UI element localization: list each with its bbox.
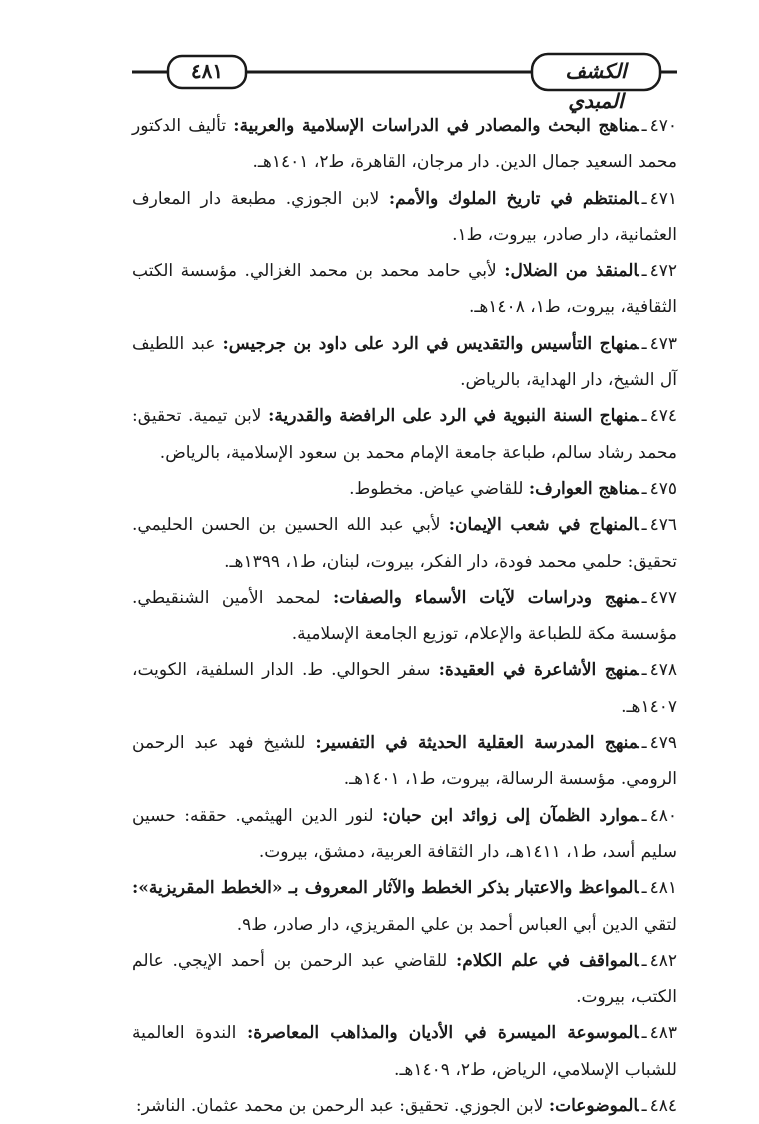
- entry-details: لأبي عبد الله الحسين بن الحسن الحليمي. تحقيق: حلمي محمد فودة، دار الفكر، بيروت، لبنان، ط١، ١٣٩٩هـ.: [132, 515, 677, 572]
- entry-details: لنور الدين الهيثمي. حققه: حسين سليم أسد، ط١، ١٤١١هـ، دار الثقافة العربية، دمشق، بيروت.: [132, 805, 677, 862]
- entry-title: موارد الظمآن إلى زوائد ابن حبان:: [382, 805, 639, 826]
- entry-details: لتقي الدين أبي العباس أحمد بن علي المقريزي، دار صادر، ط٩.: [236, 914, 677, 935]
- entry-title: الموسوعة الميسرة في الأديان والمذاهب المعاصرة:: [246, 1023, 639, 1044]
- entry-details: لمحمد الأمين الشنقيطي. مؤسسة مكة للطباعة والإعلام، توزيع الجامعة الإسلامية.: [132, 587, 677, 645]
- entry-number: ٤٧١: [649, 188, 677, 209]
- bibliography-entry: ٤٧٢ـالمنقذ من الضلال: لأبي حامد محمد بن محمد الغزالي. مؤسسة الكتب الثقافية، بيروت، ط١، ١٤٠٨هـ.: [132, 261, 677, 318]
- bibliography-entry: ٤٨٢ـالمواقف في علم الكلام: للقاضي عبد الرحمن بن أحمد الإيجي. عالم الكتب، بيروت.: [132, 950, 678, 1008]
- entry-details: للقاضي عياض. مخطوط.: [349, 478, 524, 499]
- page-number: ٤٨١: [190, 59, 224, 83]
- bibliography-entry: ٤٨٣ـالموسوعة الميسرة في الأديان والمذاهب المعاصرة: الندوة العالمية للشباب الإسلامي، الرياض، ط٢، ١٤٠٩هـ.: [132, 1023, 677, 1080]
- entry-title: منهاج التأسيس والتقديس في الرد على داود بن جرجيس:: [222, 333, 639, 354]
- entry-title: المواعظ والاعتبار بذكر الخطط والآثار المعروف بـ «الخطط المقريزية»:: [132, 878, 639, 899]
- bibliography-list: [132, 108, 677, 1124]
- entry-title: منهج الأشاعرة في العقيدة:: [438, 660, 639, 681]
- entry-number: ٤٨٣: [649, 1023, 677, 1044]
- bibliography-entry: ٤٧٨ـمنهج الأشاعرة في العقيدة: سفر الحوالي. ط. الدار السلفية، الكويت، ١٤٠٧هـ.: [132, 660, 677, 717]
- entry-details: لأبي حامد محمد بن محمد الغزالي. مؤسسة الكتب الثقافية، بيروت، ط١، ١٤٠٨هـ.: [132, 261, 677, 318]
- bibliography-entry: ٤٨١ـالمواعظ والاعتبار بذكر الخطط والآثار المعروف بـ «الخطط المقريزية»: لتقي الدين أبي العباس أحمد بن علي المقريزي، دار صادر، ط٩.: [132, 878, 677, 935]
- entry-details: الندوة العالمية للشباب الإسلامي، الرياض، ط٢، ١٤٠٩هـ.: [132, 1023, 677, 1080]
- bibliography-entry: ٤٧١ـالمنتظم في تاريخ الملوك والأمم: لابن الجوزي. مطبعة دار المعارف العثمانية، دار صادر، بيروت، ط١.: [132, 188, 677, 245]
- entry-title: المنتظم في تاريخ الملوك والأمم:: [388, 188, 639, 209]
- entry-number: ٤٨١: [649, 878, 677, 899]
- entry-details: لابن تيمية. تحقيق: محمد رشاد سالم، طباعة جامعة الإمام محمد بن سعود الإسلامية، بالرياض.: [132, 406, 677, 463]
- bibliography-entry: ٤٧٥ـمناهج العوارف: للقاضي عياض. مخطوط.: [349, 478, 677, 499]
- entry-details: تأليف الدكتور محمد السعيد جمال الدين. دار مرجان، القاهرة، ط٢، ١٤٠١هـ.: [132, 116, 677, 173]
- page-header: [132, 52, 677, 113]
- entry-number: ٤٨٠: [649, 805, 677, 826]
- entry-title: مناهج البحث والمصادر في الدراسات الإسلامية والعربية:: [233, 116, 639, 136]
- entry-number: ٤٧٢: [649, 261, 677, 282]
- entry-number: ٤٧٨: [649, 660, 677, 681]
- entry-number: ٤٧٠: [649, 116, 678, 136]
- bibliography-entry: ٤٨٠ـموارد الظمآن إلى زوائد ابن حبان: لنور الدين الهيثمي. حققه: حسين سليم أسد، ط١، ١٤١١هـ، دار الثقافة العربية، دمشق، بيروت.: [132, 805, 677, 862]
- entry-title: منهج المدرسة العقلية الحديثة في التفسير:: [315, 733, 639, 754]
- bibliography-entry: ٤٧٧ـمنهج ودراسات لآيات الأسماء والصفات: لمحمد الأمين الشنقيطي. مؤسسة مكة للطباعة والإعلام، توزيع الجامعة الإسلامية.: [132, 587, 677, 645]
- entry-number: ٤٧٤: [649, 406, 677, 427]
- entry-number: ٤٨٤: [649, 1096, 677, 1117]
- entry-title: المنقذ من الضلال:: [504, 261, 639, 282]
- entry-number: ٤٨٢: [649, 950, 678, 971]
- entry-title: منهاج السنة النبوية في الرد على الرافضة والقدرية:: [268, 406, 639, 427]
- entry-title: المنهاج في شعب الإيمان:: [448, 515, 639, 536]
- entry-details: لابن الجوزي. تحقيق: عبد الرحمن بن محمد عثمان. الناشر:: [135, 1096, 544, 1117]
- bibliography-entry: ٤٧٦ـالمنهاج في شعب الإيمان: لأبي عبد الله الحسين بن الحسن الحليمي. تحقيق: حلمي محمد فودة، دار الفكر، بيروت، لبنان، ط١، ١٣٩٩هـ.: [132, 515, 677, 572]
- bibliography-entry: ٤٧٣ـمنهاج التأسيس والتقديس في الرد على داود بن جرجيس: عبد اللطيف آل الشيخ، دار الهداية، بالرياض.: [132, 333, 678, 391]
- entry-details: عبد اللطيف آل الشيخ، دار الهداية، بالرياض.: [132, 333, 677, 391]
- entry-number: ٤٧٦: [649, 515, 677, 536]
- entry-title: المواقف في علم الكلام:: [455, 950, 639, 971]
- entry-title: مناهج العوارف:: [528, 478, 639, 499]
- bibliography-entry: ٤٨٤ـالموضوعات: لابن الجوزي. تحقيق: عبد الرحمن بن محمد عثمان. الناشر:: [135, 1096, 677, 1117]
- entry-number: ٤٧٣: [649, 333, 678, 354]
- entry-title: الموضوعات:: [548, 1096, 639, 1117]
- bibliography-entry: ٤٧٠ـمناهج البحث والمصادر في الدراسات الإسلامية والعربية: تأليف الدكتور محمد السعيد جمال الدين. دار مرجان، القاهرة، ط٢، ١٤٠١هـ.: [132, 116, 678, 173]
- entry-number: ٤٧٥: [649, 478, 677, 499]
- entry-details: لابن الجوزي. مطبعة دار المعارف العثمانية، دار صادر، بيروت، ط١.: [132, 188, 677, 245]
- book-title: الكشف المبدي: [565, 59, 627, 113]
- entry-title: منهج ودراسات لآيات الأسماء والصفات:: [332, 587, 639, 608]
- entry-details: للقاضي عبد الرحمن بن أحمد الإيجي. عالم الكتب، بيروت.: [132, 950, 677, 1008]
- entry-details: سفر الحوالي. ط. الدار السلفية، الكويت، ١٤٠٧هـ.: [132, 660, 677, 717]
- entry-number: ٤٧٧: [649, 587, 677, 608]
- bibliography-entry: ٤٧٤ـمنهاج السنة النبوية في الرد على الرافضة والقدرية: لابن تيمية. تحقيق: محمد رشاد سالم، طباعة جامعة الإمام محمد بن سعود الإسلامية، بالرياض.: [132, 406, 677, 463]
- entry-details: للشيخ فهد عبد الرحمن الرومي. مؤسسة الرسالة، بيروت، ط١، ١٤٠١هـ.: [132, 733, 677, 790]
- entry-number: ٤٧٩: [649, 733, 678, 754]
- bibliography-entry: ٤٧٩ـمنهج المدرسة العقلية الحديثة في التفسير: للشيخ فهد عبد الرحمن الرومي. مؤسسة الرسالة، بيروت، ط١، ١٤٠١هـ.: [132, 733, 678, 790]
